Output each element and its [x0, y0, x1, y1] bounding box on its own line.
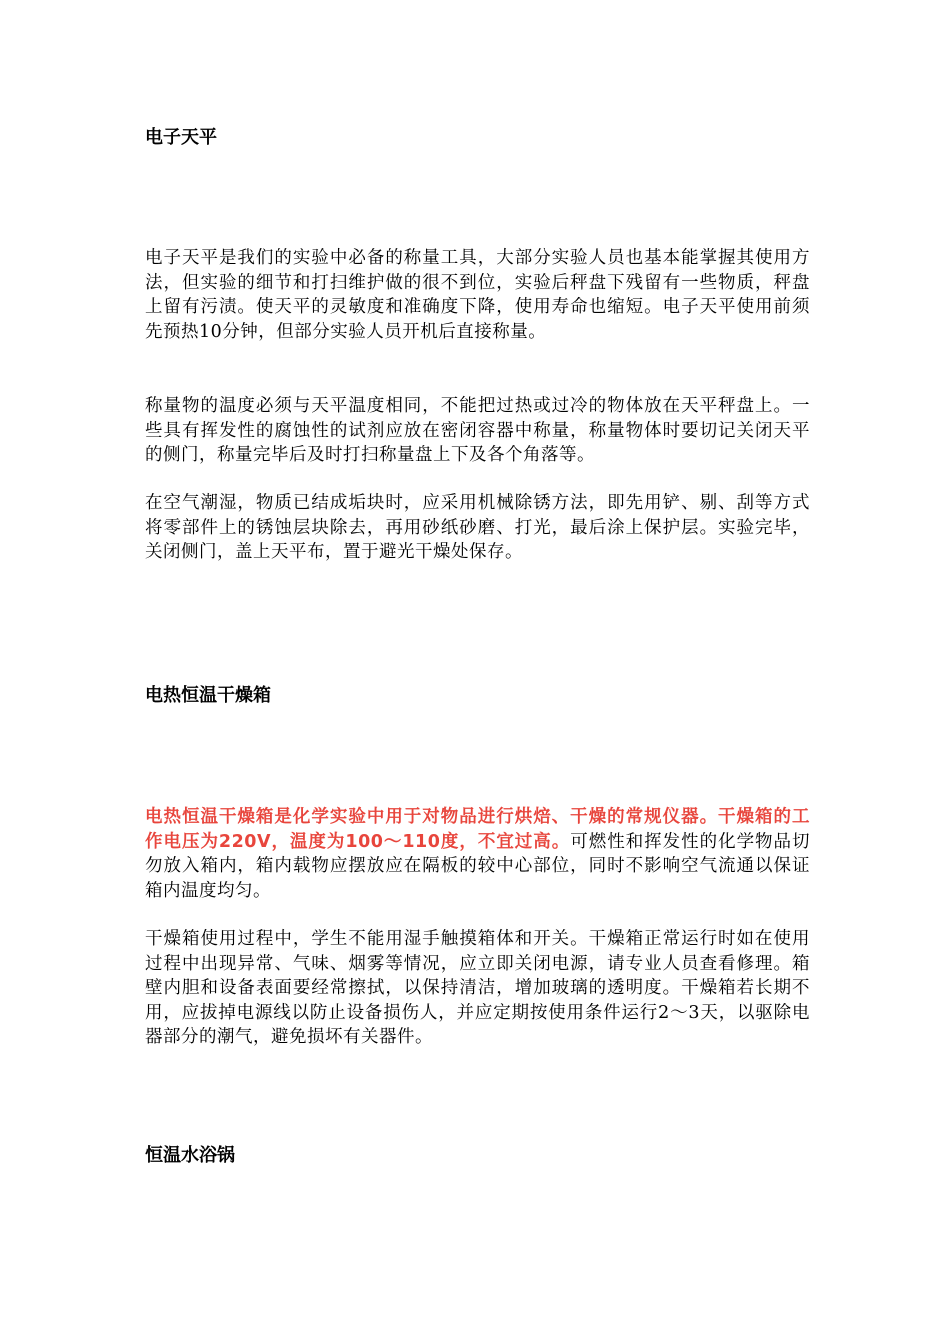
section-heading-drying-oven: 电热恒温干燥箱 [145, 685, 271, 706]
paragraph-balance-maintenance: 在空气潮湿，物质已结成垢块时，应采用机械除锈方法，即先用铲、剔、刮等方式将零部件上的锈蚀层块除去，再用砂纸砂磨、打光，最后涂上保护层。实验完毕，关闭侧门，盖上天平布，置于避光干燥处保存。 [145, 493, 810, 563]
paragraph-oven-intro [145, 805, 810, 903]
highlighted-oven-spec: 电热恒温干燥箱是化学实验中用于对物品进行烘焙、干燥的常规仪器。干燥箱的工作电压为220V，温度为100～110度，不宜过高。 [145, 807, 810, 852]
paragraph-balance-usage: 电子天平是我们的实验中必备的称量工具，大部分实验人员也基本能掌握其使用方法，但实验的细节和打扫维护做的很不到位，实验后秤盘下残留有一些物质，秤盘上留有污渍。使天平的灵敏度和准确度下降，使用寿命也缩短。电子天平使用前须先预热10分钟，但部分实验人员开机后直接称量。 [145, 248, 810, 342]
paragraph-oven-safety: 干燥箱使用过程中，学生不能用湿手触摸箱体和开关。干燥箱正常运行时如在使用过程中出现异常、气味、烟雾等情况，应立即关闭电源，请专业人员查看修理。箱壁内胆和设备表面要经常擦拭，以保持清洁，增加玻璃的透明度。干燥箱若长期不用，应拔掉电源线以防止设备损伤人，并应定期按使用条件运行2～3天，以驱除电器部分的潮气，避免损坏有关器件。 [145, 929, 810, 1048]
section-heading-electronic-balance: 电子天平 [145, 127, 217, 148]
section-heading-water-bath: 恒温水浴锅 [145, 1145, 235, 1166]
oven-intro-rest: 可燃性和挥发性的化学物品切勿放入箱内，箱内载物应摆放应在隔板的较中心部位，同时不影响空气流通以保证箱内温度均匀。 [145, 831, 811, 901]
paragraph-balance-weighing: 称量物的温度必须与天平温度相同，不能把过热或过冷的物体放在天平秤盘上。一些具有挥发性的腐蚀性的试剂应放在密闭容器中称量，称量物体时要切记关闭天平的侧门，称量完毕后及时打扫称量盘上下及各个角落等。 [145, 396, 810, 466]
